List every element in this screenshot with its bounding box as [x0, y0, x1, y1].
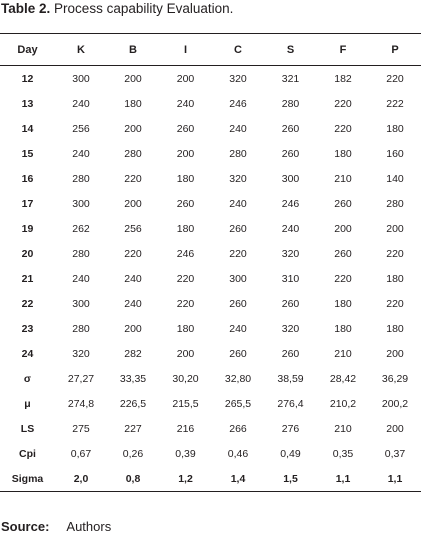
table-row — [0, 366, 421, 391]
col-header-s: S — [264, 34, 317, 66]
table-cell: 38,59 — [277, 372, 304, 385]
row-label-cell: 17 — [21, 197, 34, 210]
table-row — [0, 66, 421, 92]
table-cell: 200 — [124, 197, 142, 210]
row-label-cell: 12 — [21, 72, 34, 85]
header-row — [0, 34, 421, 66]
table-row — [0, 441, 421, 466]
table-cell: 260 — [229, 297, 247, 310]
col-header-c: C — [212, 34, 264, 66]
table-cell: 180 — [176, 322, 195, 335]
table-cell: 280 — [229, 147, 247, 160]
table-cell: 320 — [281, 247, 300, 260]
table-cell: 220 — [334, 122, 352, 135]
table-cell: 300 — [229, 272, 247, 285]
row-label-cell: 20 — [21, 247, 34, 260]
table-cell: 260 — [281, 347, 300, 360]
table-cell: 220 — [386, 247, 404, 260]
table-cell: 240 — [72, 272, 90, 285]
row-label-cell: 23 — [21, 322, 34, 335]
row-label-cell: 24 — [21, 347, 34, 360]
row-label-cell: 14 — [21, 122, 34, 135]
table-cell: 300 — [72, 297, 90, 310]
table-cell: 260 — [176, 122, 195, 135]
row-label-cell: LS — [20, 422, 35, 435]
table-cell: 182 — [334, 72, 352, 85]
table-cell: 280 — [386, 197, 404, 210]
table-cell: 227 — [124, 422, 142, 435]
table-row — [0, 416, 421, 441]
table-cell: 30,20 — [172, 372, 199, 385]
table-cell: 280 — [72, 172, 90, 185]
table-cell: 320 — [229, 172, 247, 185]
table-row — [0, 291, 421, 316]
table-cell: 0,35 — [332, 447, 354, 460]
table-cell: 262 — [72, 222, 90, 235]
table-cell: 0,67 — [70, 447, 92, 460]
table-cell: 180 — [386, 322, 404, 335]
row-label-cell: Cpi — [19, 447, 36, 460]
table-row — [0, 316, 421, 341]
table-cell: 246 — [176, 247, 195, 260]
col-header-p: P — [369, 34, 421, 66]
table-cell: 260 — [176, 197, 195, 210]
table-cell: 220 — [176, 297, 195, 310]
table-cell: 280 — [72, 247, 90, 260]
col-header-i: I — [159, 34, 212, 66]
table-cell: 260 — [229, 347, 247, 360]
table-cell: 210 — [334, 347, 352, 360]
table-cell: 1,1 — [317, 466, 369, 492]
table-cell: 310 — [281, 272, 300, 285]
table-cell: 240 — [72, 97, 90, 110]
capability-table — [0, 33, 421, 492]
table-cell: 200 — [176, 72, 195, 85]
table-cell: 0,8 — [107, 466, 159, 492]
table-caption-text: Process capability Evaluation. — [54, 1, 234, 16]
table-cell: 180 — [386, 122, 404, 135]
table-cell: 240 — [176, 97, 195, 110]
table-cell: 0,39 — [175, 447, 196, 460]
row-label-cell: 19 — [21, 222, 34, 235]
table-cell: 222 — [386, 97, 404, 110]
row-label-cell: 15 — [21, 147, 34, 160]
table-row — [0, 391, 421, 416]
table-cell: 36,29 — [381, 372, 409, 385]
col-header-k: K — [55, 34, 107, 66]
table-cell: 140 — [386, 172, 404, 185]
table-cell: 260 — [281, 147, 300, 160]
table-cell: 220 — [176, 272, 195, 285]
table-cell: 160 — [386, 147, 404, 160]
table-cell: 200 — [386, 347, 404, 360]
table-cell: 280 — [72, 322, 90, 335]
table-cell: 180 — [176, 172, 195, 185]
table-cell: 240 — [229, 322, 247, 335]
table-cell: 200 — [124, 322, 142, 335]
table-cell: 260 — [334, 247, 352, 260]
table-cell: 210,2 — [329, 397, 357, 410]
table-cell: 220 — [334, 272, 352, 285]
table-cell: 1,5 — [264, 466, 317, 492]
table-cell: 210 — [334, 422, 352, 435]
table-cell: 2,0 — [55, 466, 107, 492]
table-row — [0, 216, 421, 241]
table-body — [0, 66, 421, 492]
table-cell: 200 — [334, 222, 352, 235]
table-cell: 300 — [72, 197, 90, 210]
table-cell: 215,5 — [172, 397, 199, 410]
table-cell: 0,46 — [227, 447, 249, 460]
table-cell: 246 — [281, 197, 300, 210]
table-cell: 240 — [281, 222, 300, 235]
table-cell: 240 — [229, 122, 247, 135]
table-cell: 220 — [386, 297, 404, 310]
table-cell: 274,8 — [67, 397, 95, 410]
table-cell: 200,2 — [381, 397, 409, 410]
table-cell: 200 — [386, 222, 404, 235]
col-header-day: Day — [0, 34, 55, 66]
table-cell: 320 — [72, 347, 90, 360]
table-cell: 200 — [124, 72, 142, 85]
table-cell: 220 — [124, 247, 142, 260]
table-cell: 260 — [281, 297, 300, 310]
table-cell: 0,49 — [280, 447, 301, 460]
row-label-cell: μ — [24, 397, 31, 410]
table-cell: 180 — [386, 272, 404, 285]
table-cell: 0,26 — [122, 447, 144, 460]
table-cell: 280 — [124, 147, 142, 160]
table-cell: 220 — [334, 97, 352, 110]
table-caption — [1, 1, 233, 17]
table-row — [0, 116, 421, 141]
table-caption-label: Table 2. — [1, 1, 51, 16]
table-cell: 320 — [229, 72, 247, 85]
table-cell: 180 — [176, 222, 195, 235]
source-label: Source: — [1, 519, 50, 534]
table-row — [0, 166, 421, 191]
table-cell: 260 — [334, 197, 352, 210]
table-cell: 300 — [72, 72, 90, 85]
table-cell: 260 — [281, 122, 300, 135]
row-label-cell: Sigma — [0, 466, 55, 492]
table-cell: 32,80 — [224, 372, 252, 385]
table-cell: 220 — [124, 172, 142, 185]
table-cell: 0,37 — [384, 447, 406, 460]
source-text: Authors — [66, 519, 112, 534]
table-cell: 200 — [386, 422, 404, 435]
col-header-f: F — [317, 34, 369, 66]
table-cell: 27,27 — [67, 372, 95, 385]
table-cell: 300 — [281, 172, 300, 185]
table-cell: 282 — [124, 347, 142, 360]
table-cell: 240 — [124, 272, 142, 285]
row-label-cell: σ — [23, 372, 32, 385]
table-cell: 200 — [176, 147, 195, 160]
table-row — [0, 191, 421, 216]
row-label-cell: 13 — [21, 97, 34, 110]
table-row — [0, 91, 421, 116]
table-cell: 275 — [72, 422, 90, 435]
table-cell: 276 — [281, 422, 300, 435]
table-cell: 1,4 — [212, 466, 264, 492]
table-cell: 226,5 — [119, 397, 147, 410]
table-cell: 266 — [229, 422, 247, 435]
table-cell: 180 — [334, 297, 352, 310]
table-row — [0, 266, 421, 291]
table-cell: 276,4 — [277, 397, 304, 410]
table-row — [0, 241, 421, 266]
table-cell: 280 — [281, 97, 300, 110]
table-cell: 220 — [386, 72, 404, 85]
row-label-cell: 16 — [21, 172, 34, 185]
table-cell: 33,35 — [119, 372, 147, 385]
table-row — [0, 341, 421, 366]
table-cell: 180 — [334, 147, 352, 160]
table-cell: 240 — [229, 197, 247, 210]
table-cell: 240 — [124, 297, 142, 310]
table-cell: 256 — [124, 222, 142, 235]
table-cell: 28,42 — [329, 372, 357, 385]
source-note — [1, 519, 111, 535]
row-label-cell: 22 — [21, 297, 34, 310]
table-cell: 265,5 — [224, 397, 252, 410]
table-cell: 220 — [229, 247, 247, 260]
table-cell: 210 — [334, 172, 352, 185]
table-cell: 321 — [281, 72, 300, 85]
table-cell: 260 — [229, 222, 247, 235]
row-label-cell: 21 — [21, 272, 34, 285]
table-cell: 1,1 — [369, 466, 421, 492]
table-cell: 320 — [281, 322, 300, 335]
table-cell: 240 — [72, 147, 90, 160]
table-cell: 246 — [229, 97, 247, 110]
table-cell: 180 — [334, 322, 352, 335]
table-cell: 256 — [72, 122, 90, 135]
table-row — [0, 141, 421, 166]
table-cell: 216 — [176, 422, 195, 435]
col-header-b: B — [107, 34, 159, 66]
table-cell: 200 — [176, 347, 195, 360]
table-cell: 180 — [124, 97, 142, 110]
table-cell: 200 — [124, 122, 142, 135]
table-cell: 1,2 — [159, 466, 212, 492]
table-row — [0, 466, 421, 492]
